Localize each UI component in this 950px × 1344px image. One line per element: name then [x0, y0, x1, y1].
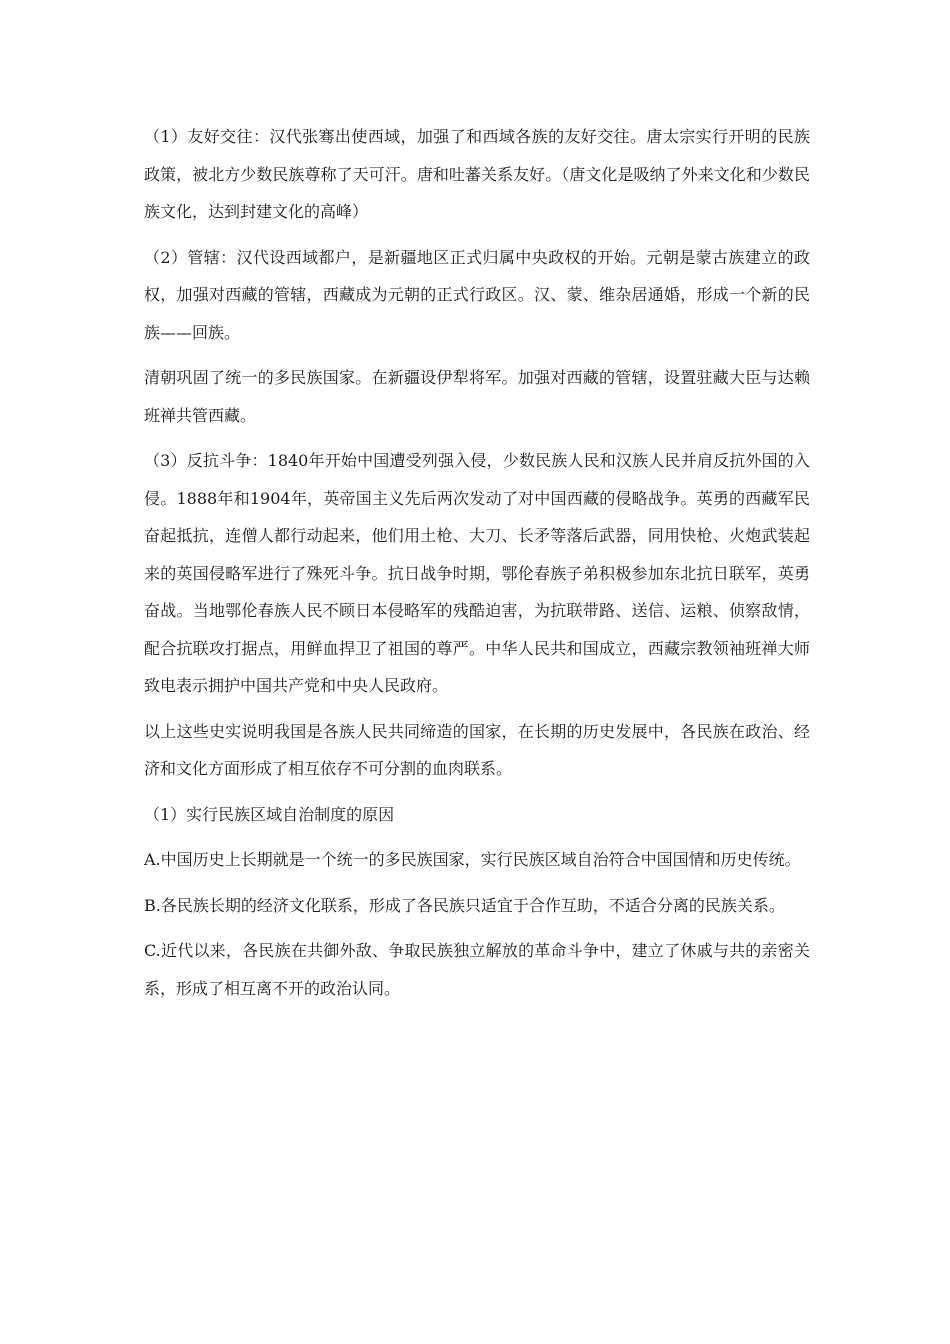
- list-item-reason-a: A.中国历史上长期就是一个统一的多民族国家，实行民族区域自治符合中国国情和历史传统。: [144, 850, 801, 869]
- paragraph-jurisdiction: （2）管辖：汉代设西域都户，是新疆地区正式归属中央政权的开始。元朝是蒙古族建立的政权，加强对西藏的管辖，西藏成为元朝的正式行政区。汉、蒙、维杂居通婚，形成一个新的民族——回族。: [144, 247, 810, 342]
- list-item-reason-c: C.近代以来，各民族在共御外敌、争取民族独立解放的革命斗争中，建立了休戚与共的亲密关系，形成了相互离不开的政治认同。: [144, 941, 810, 998]
- paragraph-friendly-exchange: （1）友好交往：汉代张骞出使西域，加强了和西域各族的友好交往。唐太宗实行开明的民族政策，被北方少数民族尊称了天可汗。唐和吐蕃关系友好。（唐文化是吸纳了外来文化和少数民族文化，达到封建文化的高峰）: [144, 127, 810, 221]
- paragraph-resistance: （3）反抗斗争：1840年开始中国遭受列强入侵，少数民族人民和汉族人民并肩反抗外国的入侵。1888年和1904年，英帝国主义先后两次发动了对中国西藏的侵略战争。英勇的西藏军民奋起抵抗，连僧人都行动起来，他们用土枪、大刀、长矛等落后武器，同用快枪、火炮武装起来的英国侵略军进行了殊死斗争。抗日战争时期，鄂伦春族子弟积极参加东北抗日联军，英勇奋战。当地鄂伦春族人民不顾日本侵略军的残酷迫害，为抗联带路、送信、运粮、侦察敌情，配合抗联攻打据点，用鲜血捍卫了祖国的尊严。中华人民共和国成立，西藏宗教领袖班禅大师致电表示拥护中国共产党和中央人民政府。: [144, 451, 810, 695]
- document-body: [144, 118, 810, 1015]
- paragraph-qing-dynasty: 清朝巩固了统一的多民族国家。在新疆设伊犁将军。加强对西藏的管辖，设置驻藏大臣与达赖班禅共管西藏。: [144, 368, 810, 425]
- section-heading-autonomy-reasons: （1）实行民族区域自治制度的原因: [144, 804, 395, 824]
- list-item-reason-b: B.各民族长期的经济文化联系，形成了各民族只适宜于合作互助，不适合分离的民族关系。: [144, 895, 785, 915]
- paragraph-conclusion: 以上这些史实说明我国是各族人民共同缔造的国家，在长期的历史发展中，各民族在政治、经济和文化方面形成了相互依存不可分割的血肉联系。: [144, 721, 810, 778]
